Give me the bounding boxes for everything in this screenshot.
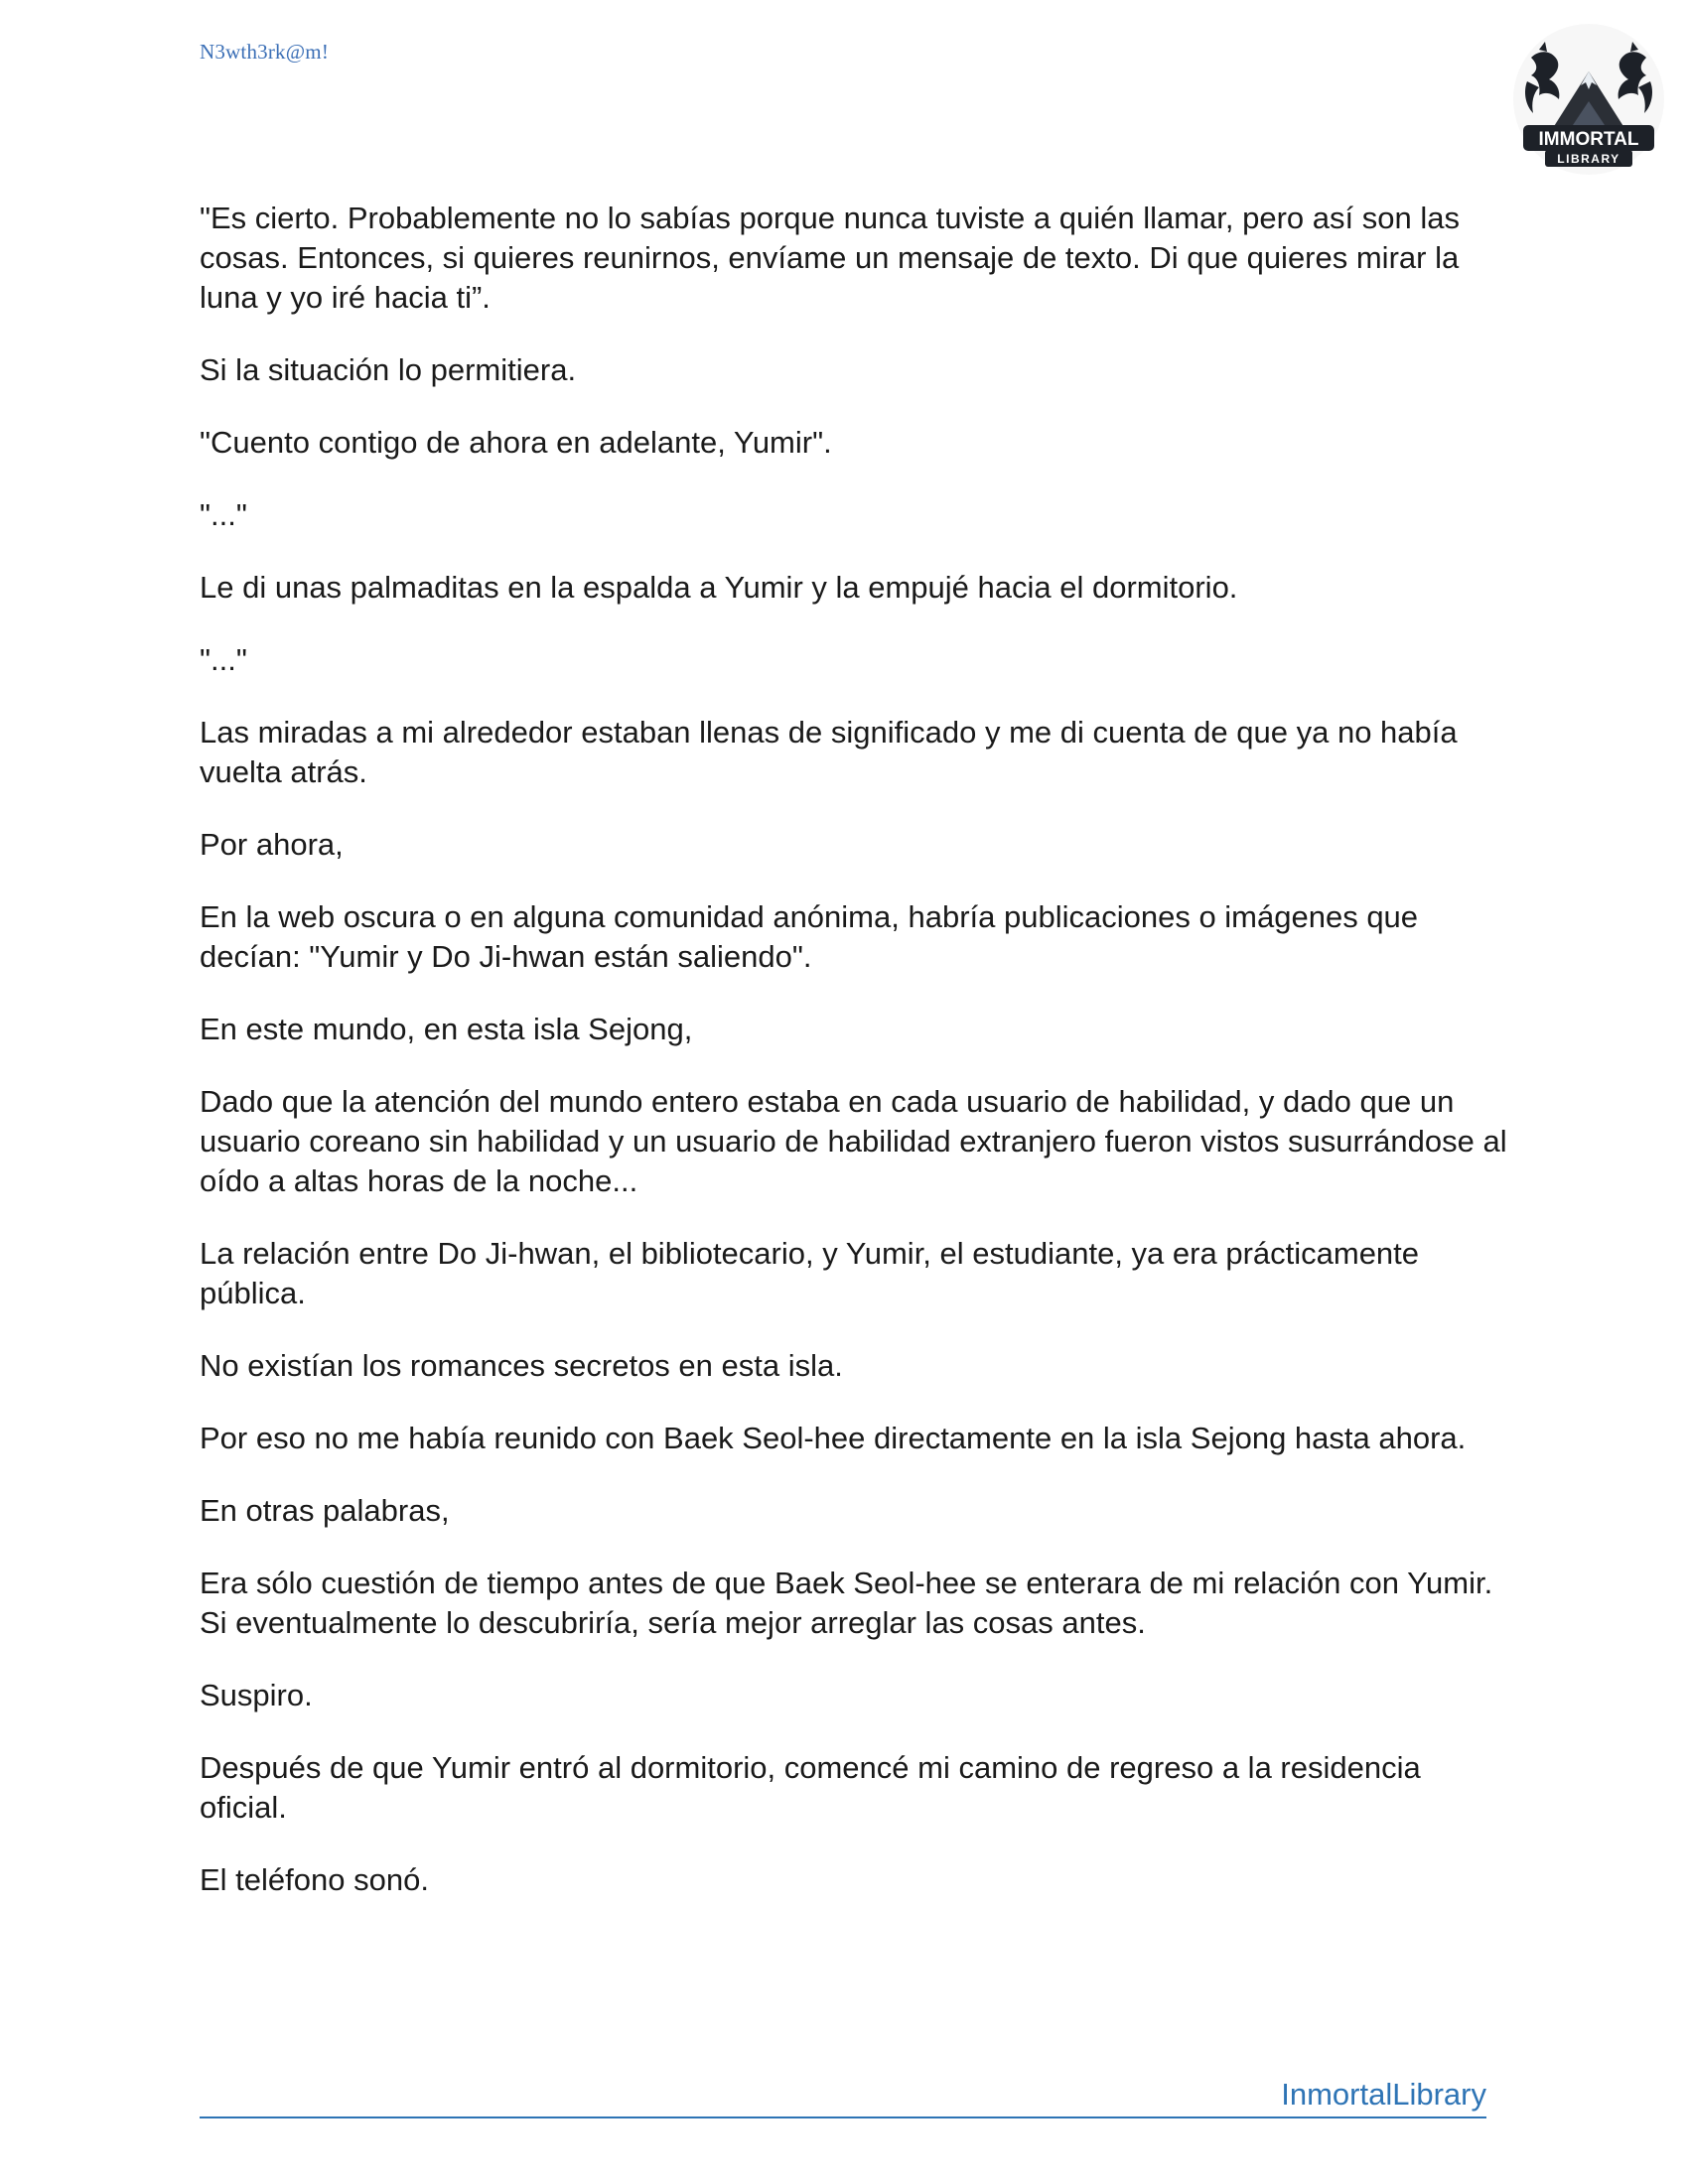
paragraph: Si la situación lo permitiera. bbox=[200, 352, 577, 387]
paragraph: Suspiro. bbox=[200, 1678, 313, 1712]
header-site-tag: N3wth3rk@m! bbox=[200, 40, 330, 64]
paragraph: Las miradas a mi alrededor estaban llenas de significado y me di cuenta de que ya no había vuelta atrás. bbox=[200, 715, 1458, 789]
paragraph: No existían los romances secretos en esta isla. bbox=[200, 1348, 843, 1383]
paragraph: La relación entre Do Ji-hwan, el bibliotecario, y Yumir, el estudiante, ya era prácticamente pública. bbox=[200, 1236, 1420, 1310]
paragraph: Después de que Yumir entró al dormitorio, comencé mi camino de regreso a la residencia oficial. bbox=[200, 1750, 1421, 1825]
paragraph: "Es cierto. Probablemente no lo sabías porque nunca tuviste a quién llamar, pero así son las cosas. Entonces, si quieres reunirnos, envíame un mensaje de texto. Di que quieres mirar la luna y yo iré hacia ti”. bbox=[200, 201, 1460, 315]
paragraph: Por eso no me había reunido con Baek Seol-hee directamente en la isla Sejong hasta ahora. bbox=[200, 1421, 1467, 1455]
paragraph: Era sólo cuestión de tiempo antes de que Baek Seol-hee se enterara de mi relación con Yumir. Si eventualmente lo descubriría, sería mejor arreglar las cosas antes. bbox=[200, 1566, 1493, 1640]
footer-divider bbox=[200, 2116, 1486, 2118]
paragraph: En este mundo, en esta isla Sejong, bbox=[200, 1012, 693, 1046]
immortal-library-logo bbox=[1509, 20, 1668, 179]
paragraph: En otras palabras, bbox=[200, 1493, 450, 1528]
logo-line1-text: IMMORTAL bbox=[1538, 129, 1639, 150]
paragraph: "Cuento contigo de ahora en adelante, Yumir". bbox=[200, 425, 832, 460]
paragraph: En la web oscura o en alguna comunidad anónima, habría publicaciones o imágenes que decían: "Yumir y Do Ji-hwan están saliendo". bbox=[200, 899, 1419, 974]
paragraph: El teléfono sonó. bbox=[200, 1862, 429, 1897]
paragraph: "..." bbox=[200, 642, 247, 677]
document-body bbox=[200, 199, 1510, 1933]
paragraph: "..." bbox=[200, 497, 247, 532]
paragraph: Por ahora, bbox=[200, 827, 344, 862]
footer-library-link[interactable]: InmortalLibrary bbox=[1281, 2077, 1486, 2112]
paragraph: Dado que la atención del mundo entero estaba en cada usuario de habilidad, y dado que un usuario coreano sin habilidad y un usuario de habilidad extranjero fueron vistos susurrándose al oído a altas horas de la noche... bbox=[200, 1084, 1507, 1198]
logo-line2-text: LIBRARY bbox=[1557, 152, 1620, 166]
dragon-mountain-crest-icon bbox=[1509, 20, 1668, 179]
paragraph: Le di unas palmaditas en la espalda a Yumir y la empujé hacia el dormitorio. bbox=[200, 570, 1238, 605]
